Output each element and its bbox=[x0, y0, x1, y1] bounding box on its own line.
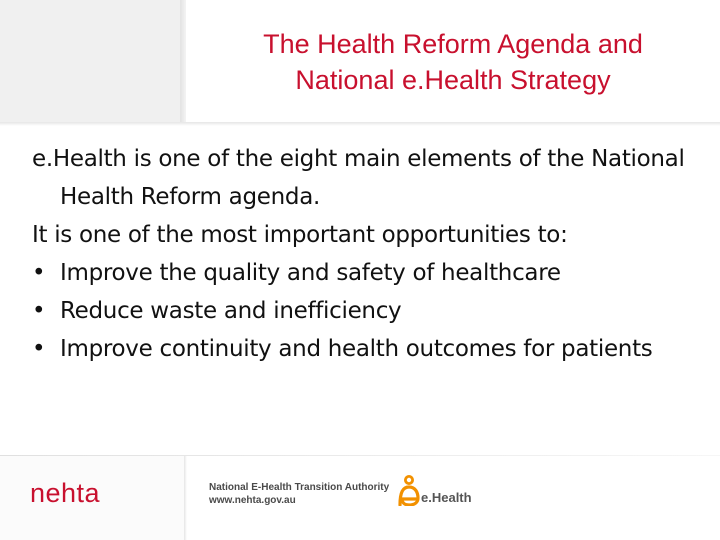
bullet-text: Reduce waste and inefficiency bbox=[60, 298, 402, 324]
lead-text: It is one of the most important opportunities to: bbox=[32, 222, 568, 248]
bullet-item-quality bbox=[32, 254, 712, 292]
bullet-item-continuity bbox=[32, 330, 712, 368]
slide-body bbox=[32, 140, 712, 368]
header-divider bbox=[0, 122, 720, 126]
slide-title bbox=[186, 26, 720, 98]
org-name: National E-Health Transition Authority bbox=[209, 482, 390, 493]
bullet-item-waste bbox=[32, 292, 712, 330]
footer-vertical-divider bbox=[184, 456, 187, 540]
bullet-marker: • bbox=[32, 298, 46, 324]
bullet-marker: • bbox=[32, 336, 46, 362]
intro-text: e.Health is one of the eight main elements of the National Health Reform agenda. bbox=[32, 146, 685, 210]
ehealth-logo-text: e.Health bbox=[421, 489, 472, 505]
header-left-panel bbox=[0, 0, 180, 122]
slide-title-line-1: The Health Reform Agenda and bbox=[263, 29, 643, 59]
org-url: www.nehta.gov.au bbox=[209, 495, 296, 506]
ehealth-person-icon bbox=[398, 474, 420, 506]
bullet-text: Improve continuity and health outcomes for patients bbox=[60, 336, 653, 362]
bullet-marker: • bbox=[32, 260, 46, 286]
bullet-text: Improve the quality and safety of healthcare bbox=[60, 260, 561, 286]
intro-paragraph bbox=[32, 140, 712, 216]
slide-title-line-2: National e.Health Strategy bbox=[295, 65, 611, 95]
lead-paragraph bbox=[32, 216, 712, 254]
ehealth-logo bbox=[398, 474, 472, 506]
org-info bbox=[209, 481, 389, 507]
nehta-logo: nehta bbox=[30, 478, 101, 508]
